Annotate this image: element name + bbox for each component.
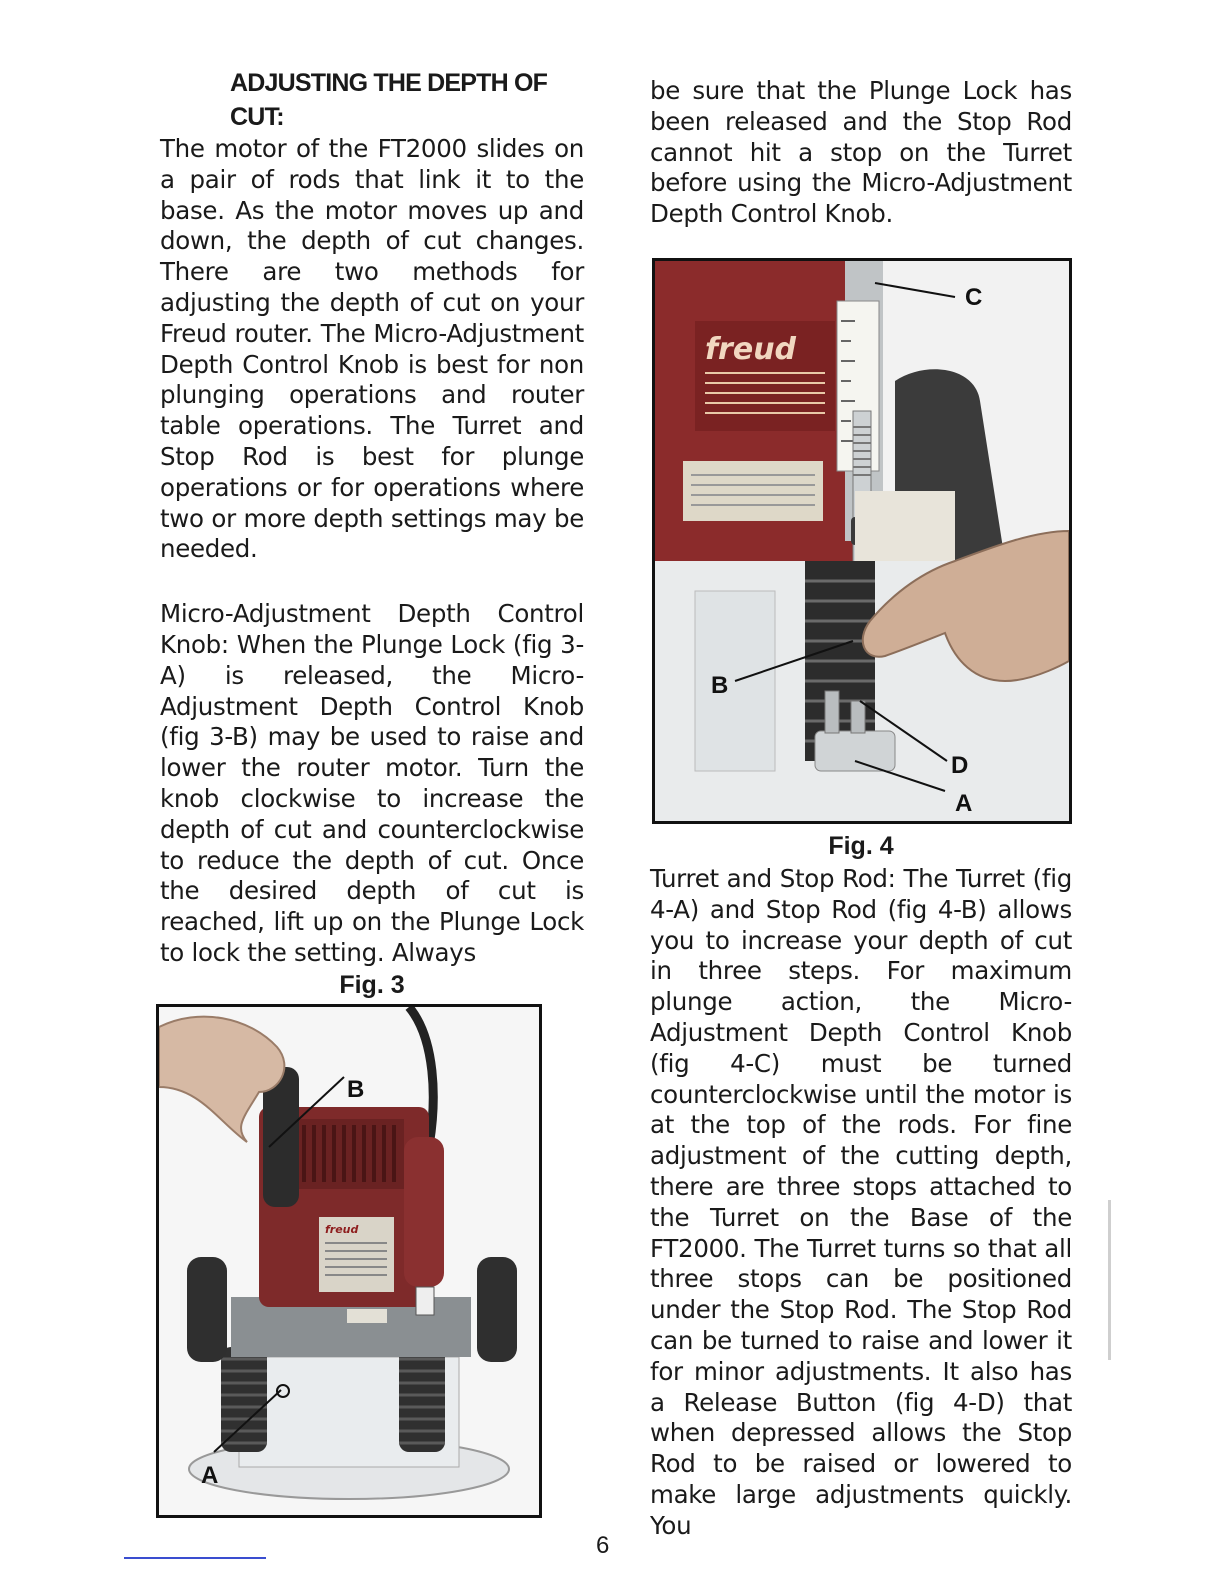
turret-stop-rod-paragraph: Turret and Stop Rod: The Turret (fig 4-A) and Stop Rod (fig 4-B) allows you to increase your depth of cut in three steps. For maximum plunge action, the Micro-Adjustment Depth Control Knob (fig 4-C) must be turned counterclockwise until the motor is at the top of the rods. For fine adjustment of the cutting depth, there are three stops attached to the Turret on the Base of the FT2000. The Turret turns so that all three stops can be positioned under the Stop Rod. The Stop Rod can be turned to raise and lower it for minor adjustments. It also has a Release Button (fig 4-D) that when depressed allows the Stop Rod to be raised or lowered to make large adjustments quickly. You [650, 864, 1072, 1540]
handle-right [477, 1257, 517, 1362]
scan-edge-mark [1108, 1200, 1111, 1360]
fig-3-label-b: B [347, 1076, 365, 1103]
left-column [160, 66, 584, 1001]
fig-4-label-b: B [711, 672, 729, 699]
spring-left [221, 1347, 267, 1452]
fig-3-caption: Fig. 3 [339, 970, 405, 999]
fig-4-label-a: A [955, 790, 973, 817]
handle-left [187, 1257, 227, 1362]
spring-right [399, 1347, 445, 1452]
turret-stop-rod-illustration [655, 261, 1069, 821]
continued-paragraph: be sure that the Plunge Lock has been released and the Stop Rod cannot hit a stop on the Turret before using the Micro-Adjustment Depth Control Knob. [650, 76, 1072, 229]
fig-3-photo [156, 1004, 542, 1518]
fig-3-label-a: A [201, 1462, 219, 1489]
fig-4-photo [652, 258, 1072, 824]
freud-logo-fig4: freud [705, 332, 797, 367]
right-column-top [650, 76, 1072, 230]
intro-paragraph: The motor of the FT2000 slides on a pair of rods that link it to the base. As the motor moves up and down, the depth of cut changes. There are two methods for adjusting the depth of cut on your Freud router. The Micro-Adjustment Depth Control Knob is best for non plunging operations and router table operations. The Turret and Stop Rod is best for plunge operations or for operations where two or more depth settings may be needed. [160, 134, 584, 564]
fig-4-caption: Fig. 4 [828, 832, 894, 860]
fig-4-label-d: D [951, 752, 969, 779]
section-heading: ADJUSTING THE DEPTH OF CUT: [230, 69, 548, 131]
fig-4-label-c: C [965, 284, 983, 311]
router-front-illustration [159, 1007, 539, 1515]
turret [815, 731, 895, 771]
micro-adjustment-paragraph: Micro-Adjustment Depth Control Knob: When the Plunge Lock (fig 3-A) is released, the Micro-Adjustment Depth Control Knob (fig 3-B) may be used to raise and lower the router motor. Turn the knob clockwise to increase the depth of cut and counterclockwise to reduce the depth of cut. Once the desired depth of cut is reached, lift up on the Plunge Lock to lock the setting. Always [160, 599, 584, 967]
page-number: 6 [596, 1532, 610, 1559]
right-column-bottom [650, 830, 1072, 1542]
freud-logo-fig3: freud [325, 1223, 359, 1236]
footer-rule [124, 1557, 266, 1559]
